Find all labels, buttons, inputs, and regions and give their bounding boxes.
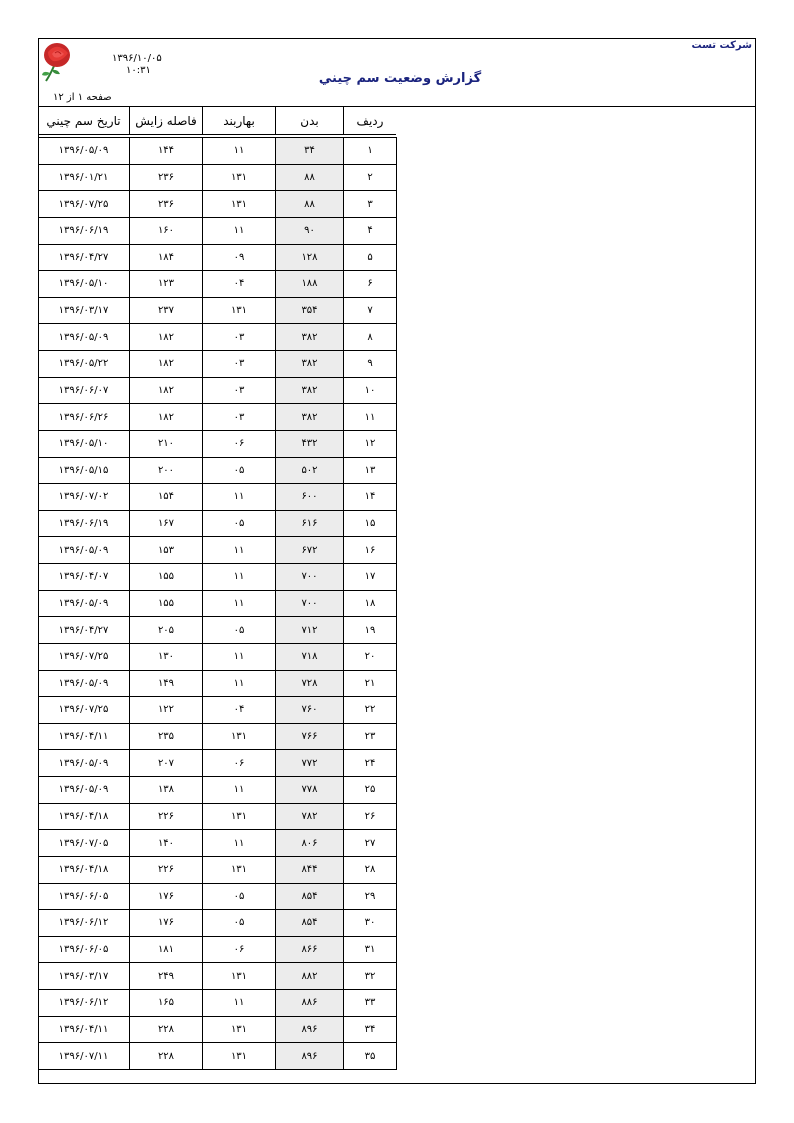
body-cell: ۷۰۰ bbox=[276, 590, 344, 617]
body-cell: ۳۸۲ bbox=[276, 351, 344, 378]
calving-interval-cell: ۱۸۲ bbox=[130, 324, 203, 351]
calving-interval-cell: ۱۷۶ bbox=[130, 910, 203, 937]
row-number-cell: ۷ bbox=[344, 297, 397, 324]
table-row bbox=[38, 537, 397, 564]
hoof-trim-date-cell: ۱۳۹۶/۰۴/۲۷ bbox=[38, 617, 130, 644]
calving-interval-cell: ۱۶۵ bbox=[130, 990, 203, 1017]
hoof-trim-date-cell: ۱۳۹۶/۰۷/۲۵ bbox=[38, 643, 130, 670]
calving-interval-cell: ۱۳۰ bbox=[130, 643, 203, 670]
barn-cell: ۱۱ bbox=[203, 990, 276, 1017]
row-number-cell: ۱ bbox=[344, 138, 397, 165]
row-number-cell: ۴ bbox=[344, 217, 397, 244]
hoof-trim-date-cell: ۱۳۹۶/۰۱/۲۱ bbox=[38, 164, 130, 191]
hoof-trim-date-cell: ۱۳۹۶/۰۶/۱۲ bbox=[38, 910, 130, 937]
table-row bbox=[38, 430, 397, 457]
calving-interval-cell: ۱۴۹ bbox=[130, 670, 203, 697]
body-cell: ۷۶۶ bbox=[276, 723, 344, 750]
barn-cell: ۰۵ bbox=[203, 883, 276, 910]
body-cell: ۷۰۰ bbox=[276, 564, 344, 591]
table-row bbox=[38, 217, 397, 244]
body-cell: ۳۸۲ bbox=[276, 377, 344, 404]
hoof-trim-date-cell: ۱۳۹۶/۰۵/۰۹ bbox=[38, 138, 130, 165]
calving-interval-cell: ۲۳۶ bbox=[130, 164, 203, 191]
body-cell: ۷۷۸ bbox=[276, 777, 344, 804]
table-row bbox=[38, 244, 397, 271]
barn-cell: ۰۳ bbox=[203, 351, 276, 378]
table-row bbox=[38, 777, 397, 804]
calving-interval-cell: ۱۳۸ bbox=[130, 777, 203, 804]
barn-cell: ۱۳۱ bbox=[203, 297, 276, 324]
barn-cell: ۱۱ bbox=[203, 643, 276, 670]
hoof-trim-date-cell: ۱۳۹۶/۰۵/۰۹ bbox=[38, 777, 130, 804]
hoof-trim-date-cell: ۱۳۹۶/۰۵/۰۹ bbox=[38, 750, 130, 777]
table-row bbox=[38, 590, 397, 617]
body-cell: ۳۸۲ bbox=[276, 324, 344, 351]
table-header bbox=[38, 107, 396, 135]
table-row bbox=[38, 963, 397, 990]
rose-icon bbox=[40, 42, 74, 82]
row-number-cell: ۳۱ bbox=[344, 936, 397, 963]
body-cell: ۶۱۶ bbox=[276, 510, 344, 537]
barn-cell: ۱۳۱ bbox=[203, 803, 276, 830]
barn-cell: ۱۳۱ bbox=[203, 191, 276, 218]
calving-interval-cell: ۱۵۵ bbox=[130, 564, 203, 591]
calving-interval-cell: ۱۲۲ bbox=[130, 697, 203, 724]
company-name: شرکت تست bbox=[691, 40, 752, 51]
row-number-cell: ۲۶ bbox=[344, 803, 397, 830]
calving-interval-cell: ۲۴۹ bbox=[130, 963, 203, 990]
table-row bbox=[38, 404, 397, 431]
barn-cell: ۱۱ bbox=[203, 138, 276, 165]
calving-interval-cell: ۱۴۴ bbox=[130, 138, 203, 165]
row-number-cell: ۱۰ bbox=[344, 377, 397, 404]
hoof-trim-date-cell: ۱۳۹۶/۰۶/۰۵ bbox=[38, 936, 130, 963]
hoof-trim-date-cell: ۱۳۹۶/۰۴/۱۸ bbox=[38, 856, 130, 883]
body-cell: ۷۲۸ bbox=[276, 670, 344, 697]
table-row bbox=[38, 990, 397, 1017]
row-number-cell: ۱۱ bbox=[344, 404, 397, 431]
barn-cell: ۱۱ bbox=[203, 537, 276, 564]
hoof-trim-date-cell: ۱۳۹۶/۰۶/۰۵ bbox=[38, 883, 130, 910]
calving-interval-cell: ۲۲۶ bbox=[130, 856, 203, 883]
calving-interval-cell: ۲۳۵ bbox=[130, 723, 203, 750]
table-row bbox=[38, 750, 397, 777]
column-header-body: بدن bbox=[276, 107, 344, 135]
calving-interval-cell: ۲۳۶ bbox=[130, 191, 203, 218]
calving-interval-cell: ۲۰۷ bbox=[130, 750, 203, 777]
table-row bbox=[38, 856, 397, 883]
table-row bbox=[38, 164, 397, 191]
hoof-trim-date-cell: ۱۳۹۶/۰۳/۱۷ bbox=[38, 297, 130, 324]
barn-cell: ۱۳۱ bbox=[203, 164, 276, 191]
body-cell: ۴۳۲ bbox=[276, 430, 344, 457]
hoof-trim-date-cell: ۱۳۹۶/۰۵/۱۵ bbox=[38, 457, 130, 484]
body-cell: ۳۴ bbox=[276, 138, 344, 165]
table-row bbox=[38, 324, 397, 351]
body-cell: ۱۲۸ bbox=[276, 244, 344, 271]
body-cell: ۹۰ bbox=[276, 217, 344, 244]
barn-cell: ۰۹ bbox=[203, 244, 276, 271]
barn-cell: ۰۳ bbox=[203, 404, 276, 431]
barn-cell: ۱۳۱ bbox=[203, 1016, 276, 1043]
hoof-trim-date-cell: ۱۳۹۶/۰۴/۲۷ bbox=[38, 244, 130, 271]
table-row bbox=[38, 830, 397, 857]
body-cell: ۶۷۲ bbox=[276, 537, 344, 564]
table-row bbox=[38, 723, 397, 750]
row-number-cell: ۳۵ bbox=[344, 1043, 397, 1070]
body-cell: ۸۰۶ bbox=[276, 830, 344, 857]
hoof-trim-date-cell: ۱۳۹۶/۰۴/۱۱ bbox=[38, 1016, 130, 1043]
table-row bbox=[38, 191, 397, 218]
hoof-trim-date-cell: ۱۳۹۶/۰۶/۲۶ bbox=[38, 404, 130, 431]
table-row bbox=[38, 1016, 397, 1043]
barn-cell: ۰۶ bbox=[203, 936, 276, 963]
table-row bbox=[38, 484, 397, 511]
row-number-cell: ۲۹ bbox=[344, 883, 397, 910]
row-number-cell: ۲۱ bbox=[344, 670, 397, 697]
row-number-cell: ۳۰ bbox=[344, 910, 397, 937]
row-number-cell: ۱۵ bbox=[344, 510, 397, 537]
table-row bbox=[38, 936, 397, 963]
row-number-cell: ۶ bbox=[344, 271, 397, 298]
hoof-trim-date-cell: ۱۳۹۶/۰۴/۱۱ bbox=[38, 723, 130, 750]
barn-cell: ۱۳۱ bbox=[203, 963, 276, 990]
row-number-cell: ۲۴ bbox=[344, 750, 397, 777]
hoof-trim-date-cell: ۱۳۹۶/۰۴/۰۷ bbox=[38, 564, 130, 591]
barn-cell: ۱۱ bbox=[203, 590, 276, 617]
body-cell: ۳۸۲ bbox=[276, 404, 344, 431]
calving-interval-cell: ۲۱۰ bbox=[130, 430, 203, 457]
table-row bbox=[38, 803, 397, 830]
page-indicator: صفحه ۱ از ۱۲ bbox=[53, 92, 112, 103]
body-cell: ۸۸ bbox=[276, 191, 344, 218]
row-number-cell: ۱۶ bbox=[344, 537, 397, 564]
row-number-cell: ۱۸ bbox=[344, 590, 397, 617]
row-number-cell: ۲۳ bbox=[344, 723, 397, 750]
barn-cell: ۰۶ bbox=[203, 430, 276, 457]
body-cell: ۱۸۸ bbox=[276, 271, 344, 298]
body-cell: ۷۸۲ bbox=[276, 803, 344, 830]
table-row bbox=[38, 271, 397, 298]
calving-interval-cell: ۱۵۵ bbox=[130, 590, 203, 617]
column-header-barn: بهاربند bbox=[203, 107, 276, 135]
barn-cell: ۱۳۱ bbox=[203, 1043, 276, 1070]
barn-cell: ۰۳ bbox=[203, 377, 276, 404]
hoof-trim-date-cell: ۱۳۹۶/۰۷/۱۱ bbox=[38, 1043, 130, 1070]
hoof-trim-date-cell: ۱۳۹۶/۰۷/۰۵ bbox=[38, 830, 130, 857]
report-title: گزارش وضعيت سم چيني bbox=[318, 71, 482, 86]
hoof-trim-date-cell: ۱۳۹۶/۰۷/۰۲ bbox=[38, 484, 130, 511]
row-number-cell: ۲۲ bbox=[344, 697, 397, 724]
calving-interval-cell: ۱۸۱ bbox=[130, 936, 203, 963]
calving-interval-cell: ۲۰۵ bbox=[130, 617, 203, 644]
row-number-cell: ۱۹ bbox=[344, 617, 397, 644]
row-number-cell: ۱۳ bbox=[344, 457, 397, 484]
calving-interval-cell: ۱۴۰ bbox=[130, 830, 203, 857]
body-cell: ۸۵۴ bbox=[276, 883, 344, 910]
calving-interval-cell: ۱۸۲ bbox=[130, 404, 203, 431]
calving-interval-cell: ۱۶۷ bbox=[130, 510, 203, 537]
body-cell: ۷۱۲ bbox=[276, 617, 344, 644]
row-number-cell: ۸ bbox=[344, 324, 397, 351]
row-number-cell: ۵ bbox=[344, 244, 397, 271]
body-cell: ۸۶۶ bbox=[276, 936, 344, 963]
calving-interval-cell: ۱۶۰ bbox=[130, 217, 203, 244]
table-row bbox=[38, 643, 397, 670]
body-cell: ۸۸ bbox=[276, 164, 344, 191]
barn-cell: ۰۶ bbox=[203, 750, 276, 777]
barn-cell: ۱۳۱ bbox=[203, 856, 276, 883]
row-number-cell: ۲۸ bbox=[344, 856, 397, 883]
barn-cell: ۱۱ bbox=[203, 564, 276, 591]
calving-interval-cell: ۲۳۷ bbox=[130, 297, 203, 324]
barn-cell: ۱۳۱ bbox=[203, 723, 276, 750]
hoof-trim-date-cell: ۱۳۹۶/۰۶/۱۲ bbox=[38, 990, 130, 1017]
calving-interval-cell: ۲۰۰ bbox=[130, 457, 203, 484]
hoof-trim-date-cell: ۱۳۹۶/۰۵/۰۹ bbox=[38, 537, 130, 564]
calving-interval-cell: ۱۲۳ bbox=[130, 271, 203, 298]
body-cell: ۷۱۸ bbox=[276, 643, 344, 670]
hoof-trim-date-cell: ۱۳۹۶/۰۶/۱۹ bbox=[38, 510, 130, 537]
barn-cell: ۱۱ bbox=[203, 484, 276, 511]
calving-interval-cell: ۲۲۸ bbox=[130, 1043, 203, 1070]
body-cell: ۷۷۲ bbox=[276, 750, 344, 777]
calving-interval-cell: ۱۷۶ bbox=[130, 883, 203, 910]
data-table bbox=[38, 137, 397, 1070]
table-row bbox=[38, 457, 397, 484]
hoof-trim-date-cell: ۱۳۹۶/۰۵/۱۰ bbox=[38, 430, 130, 457]
hoof-trim-date-cell: ۱۳۹۶/۰۵/۰۹ bbox=[38, 670, 130, 697]
column-header-calving-interval: فاصله زايش bbox=[130, 107, 203, 135]
body-cell: ۷۶۰ bbox=[276, 697, 344, 724]
row-number-cell: ۲ bbox=[344, 164, 397, 191]
row-number-cell: ۲۰ bbox=[344, 643, 397, 670]
body-cell: ۵۰۲ bbox=[276, 457, 344, 484]
hoof-trim-date-cell: ۱۳۹۶/۰۳/۱۷ bbox=[38, 963, 130, 990]
row-number-cell: ۱۴ bbox=[344, 484, 397, 511]
column-header-row-number: رديف bbox=[344, 107, 397, 135]
hoof-trim-date-cell: ۱۳۹۶/۰۶/۱۹ bbox=[38, 217, 130, 244]
calving-interval-cell: ۲۲۸ bbox=[130, 1016, 203, 1043]
calving-interval-cell: ۱۸۲ bbox=[130, 377, 203, 404]
table-row bbox=[38, 883, 397, 910]
body-cell: ۸۵۴ bbox=[276, 910, 344, 937]
row-number-cell: ۱۲ bbox=[344, 430, 397, 457]
barn-cell: ۰۵ bbox=[203, 510, 276, 537]
barn-cell: ۰۴ bbox=[203, 271, 276, 298]
table-row bbox=[38, 670, 397, 697]
barn-cell: ۰۵ bbox=[203, 457, 276, 484]
body-cell: ۸۸۲ bbox=[276, 963, 344, 990]
barn-cell: ۰۵ bbox=[203, 910, 276, 937]
table-row bbox=[38, 377, 397, 404]
hoof-trim-date-cell: ۱۳۹۶/۰۵/۰۹ bbox=[38, 324, 130, 351]
table-row bbox=[38, 351, 397, 378]
calving-interval-cell: ۱۵۳ bbox=[130, 537, 203, 564]
barn-cell: ۱۱ bbox=[203, 217, 276, 244]
calving-interval-cell: ۲۲۶ bbox=[130, 803, 203, 830]
body-cell: ۶۰۰ bbox=[276, 484, 344, 511]
row-number-cell: ۲۷ bbox=[344, 830, 397, 857]
print-date: ۱۳۹۶/۱۰/۰۵ bbox=[112, 53, 162, 64]
row-number-cell: ۳ bbox=[344, 191, 397, 218]
row-number-cell: ۳۴ bbox=[344, 1016, 397, 1043]
hoof-trim-date-cell: ۱۳۹۶/۰۵/۰۹ bbox=[38, 590, 130, 617]
hoof-trim-date-cell: ۱۳۹۶/۰۵/۱۰ bbox=[38, 271, 130, 298]
print-time: ۱۰:۳۱ bbox=[126, 65, 151, 76]
calving-interval-cell: ۱۸۲ bbox=[130, 351, 203, 378]
hoof-trim-date-cell: ۱۳۹۶/۰۷/۲۵ bbox=[38, 191, 130, 218]
table-row bbox=[38, 564, 397, 591]
barn-cell: ۱۱ bbox=[203, 777, 276, 804]
table-row bbox=[38, 1043, 397, 1070]
hoof-trim-date-cell: ۱۳۹۶/۰۶/۰۷ bbox=[38, 377, 130, 404]
barn-cell: ۰۴ bbox=[203, 697, 276, 724]
barn-cell: ۰۵ bbox=[203, 617, 276, 644]
row-number-cell: ۱۷ bbox=[344, 564, 397, 591]
row-number-cell: ۹ bbox=[344, 351, 397, 378]
hoof-trim-date-cell: ۱۳۹۶/۰۴/۱۸ bbox=[38, 803, 130, 830]
calving-interval-cell: ۱۵۴ bbox=[130, 484, 203, 511]
body-cell: ۸۹۶ bbox=[276, 1043, 344, 1070]
table-row bbox=[38, 138, 397, 165]
barn-cell: ۱۱ bbox=[203, 830, 276, 857]
body-cell: ۸۹۶ bbox=[276, 1016, 344, 1043]
row-number-cell: ۲۵ bbox=[344, 777, 397, 804]
table-row bbox=[38, 910, 397, 937]
table-row bbox=[38, 297, 397, 324]
row-number-cell: ۳۲ bbox=[344, 963, 397, 990]
column-header-hoof-trim-date: تاريخ سم چيني bbox=[38, 107, 130, 135]
body-cell: ۸۴۴ bbox=[276, 856, 344, 883]
calving-interval-cell: ۱۸۴ bbox=[130, 244, 203, 271]
table-row bbox=[38, 697, 397, 724]
hoof-trim-date-cell: ۱۳۹۶/۰۵/۲۲ bbox=[38, 351, 130, 378]
body-cell: ۸۸۶ bbox=[276, 990, 344, 1017]
table-row bbox=[38, 617, 397, 644]
barn-cell: ۰۳ bbox=[203, 324, 276, 351]
row-number-cell: ۳۳ bbox=[344, 990, 397, 1017]
hoof-trim-date-cell: ۱۳۹۶/۰۷/۲۵ bbox=[38, 697, 130, 724]
table-row bbox=[38, 510, 397, 537]
body-cell: ۳۵۴ bbox=[276, 297, 344, 324]
barn-cell: ۱۱ bbox=[203, 670, 276, 697]
